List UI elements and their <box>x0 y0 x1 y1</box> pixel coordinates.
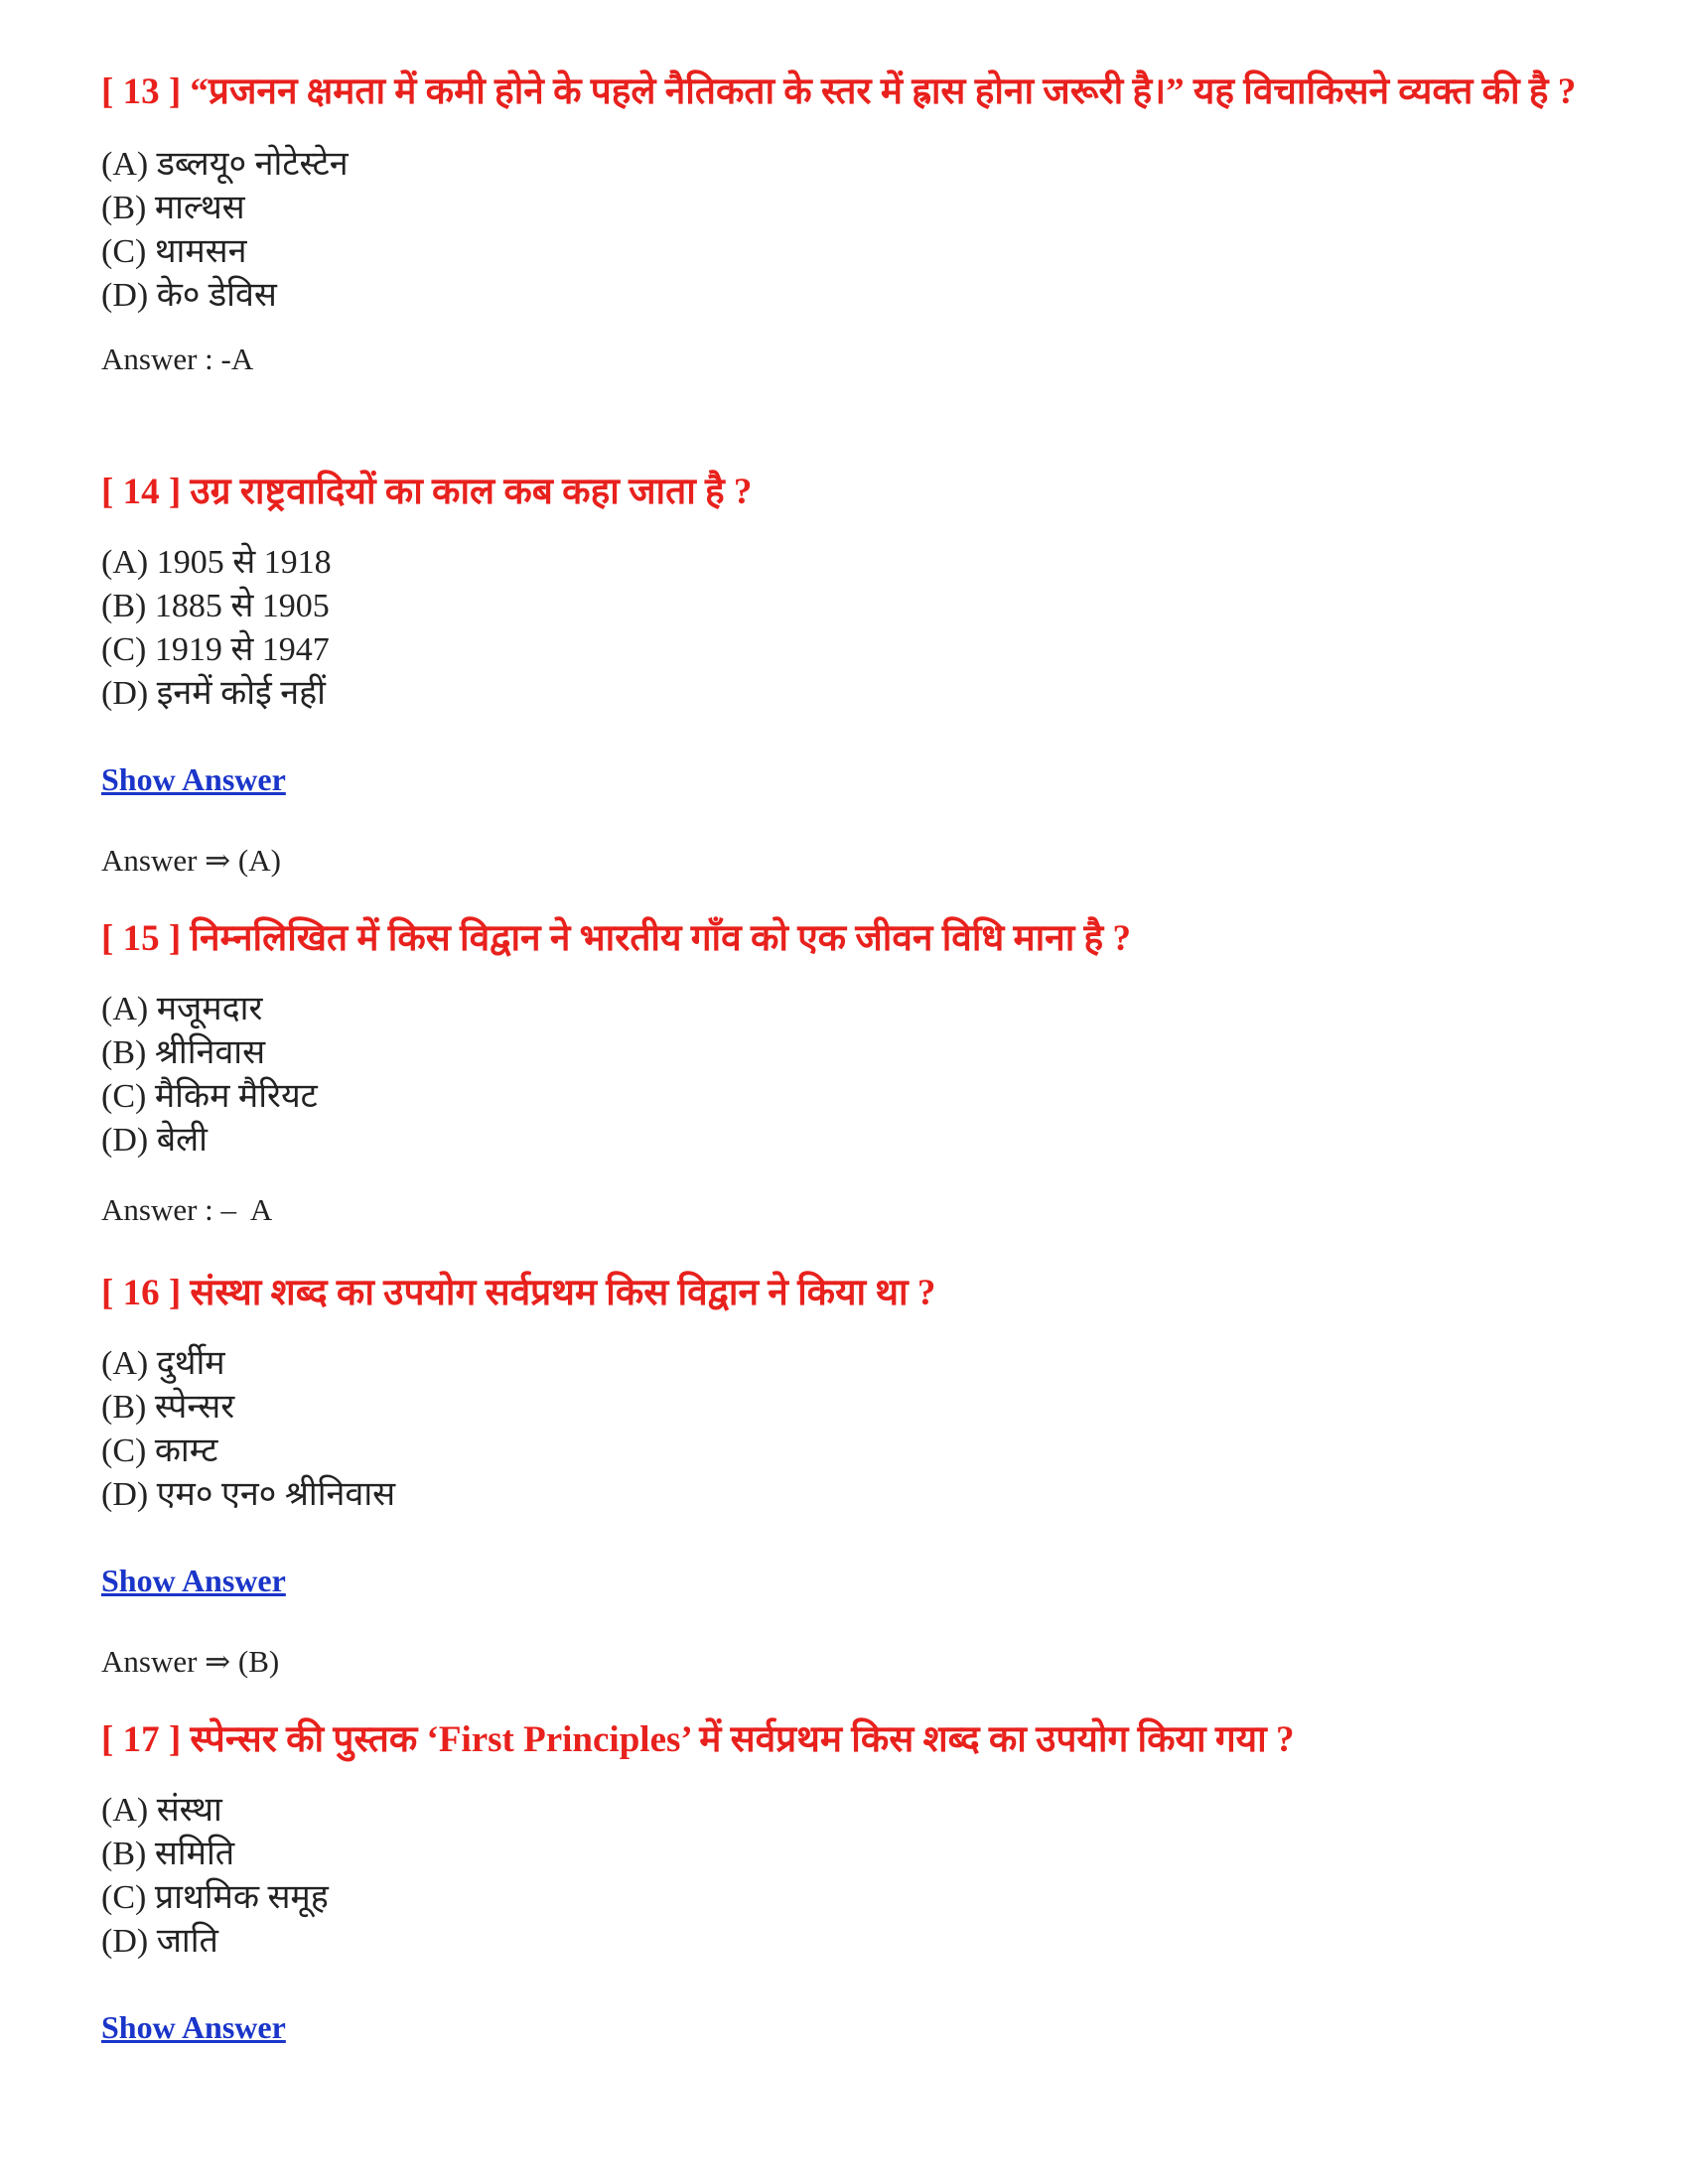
question-text: संस्था शब्द का उपयोग सर्वप्रथम किस विद्वान ने किया था ? <box>190 1273 936 1313</box>
option-b: (B) स्पेन्सर <box>101 1389 235 1426</box>
option-d: (D) जाति <box>101 1923 218 1960</box>
option-c: (C) 1919 से 1947 <box>101 631 330 668</box>
show-answer-link[interactable]: Show Answer <box>101 761 286 797</box>
question-heading <box>101 916 1591 962</box>
option-b: (B) श्रीनिवास <box>101 1034 266 1071</box>
question-number: [ 13 ] <box>101 71 182 112</box>
option-a: (A) मजूमदार <box>101 991 263 1027</box>
answer-text: Answer : – A <box>101 1192 273 1227</box>
question-text: निम्नलिखित में किस विद्वान ने भारतीय गाँव को एक जीवन विधि माना है ? <box>190 918 1131 959</box>
question-block-16 <box>101 1271 1591 1682</box>
answer-text: Answer : -A <box>101 341 254 376</box>
show-answer-link[interactable]: Show Answer <box>101 1563 286 1598</box>
question-heading <box>101 470 1591 515</box>
option-a: (A) दुर्थीम <box>101 1345 225 1382</box>
option-a: (A) संस्था <box>101 1792 222 1829</box>
option-list <box>101 1789 1591 1964</box>
option-a: (A) 1905 से 1918 <box>101 544 332 581</box>
option-a: (A) डब्लयू० नोटेस्टेन <box>101 146 349 183</box>
question-block-13 <box>101 69 1591 379</box>
option-d: (D) के० डेविस <box>101 277 277 314</box>
option-d: (D) एम० एन० श्रीनिवास <box>101 1476 396 1513</box>
show-answer-link[interactable]: Show Answer <box>101 2009 286 2045</box>
option-b: (B) माल्थस <box>101 190 245 226</box>
question-heading <box>101 69 1591 115</box>
option-c: (C) मैकिम मैरियट <box>101 1078 318 1115</box>
question-text: स्पेन्सर की पुस्तक ‘First Principles’ में सर्वप्रथम किस शब्द का उपयोग किया गया ? <box>190 1719 1295 1760</box>
show-answer-row <box>101 2007 1591 2047</box>
show-answer-row <box>101 759 1591 799</box>
question-heading <box>101 1271 1591 1316</box>
answer-text: Answer ⇒ (A) <box>101 843 281 878</box>
question-number: [ 15 ] <box>101 918 182 959</box>
option-list <box>101 541 1591 716</box>
option-c: (C) प्राथमिक समूह <box>101 1879 329 1916</box>
option-c: (C) काम्ट <box>101 1433 218 1469</box>
option-b: (B) समिति <box>101 1836 235 1872</box>
question-block-14 <box>101 470 1591 881</box>
option-d: (D) बेली <box>101 1122 208 1159</box>
question-number: [ 14 ] <box>101 472 182 512</box>
option-list <box>101 143 1591 318</box>
option-c: (C) थामसन <box>101 233 247 270</box>
question-block-17 <box>101 1717 1591 2047</box>
question-heading <box>101 1717 1591 1763</box>
option-list <box>101 1342 1591 1517</box>
question-text: “प्रजनन क्षमता में कमी होने के पहले नैतिकता के स्तर में ह्रास होना जरूरी है।” यह विचाकिसने व्यक्त की है ? <box>190 71 1577 112</box>
option-d: (D) इनमें कोई नहीं <box>101 675 326 712</box>
question-number: [ 17 ] <box>101 1719 182 1760</box>
show-answer-row <box>101 1561 1591 1600</box>
option-b: (B) 1885 से 1905 <box>101 588 330 624</box>
question-number: [ 16 ] <box>101 1273 182 1313</box>
question-block-15 <box>101 916 1591 1230</box>
answer-text: Answer ⇒ (B) <box>101 1644 280 1679</box>
question-text: उग्र राष्ट्रवादियों का काल कब कहा जाता है ? <box>190 472 753 512</box>
option-list <box>101 988 1591 1162</box>
